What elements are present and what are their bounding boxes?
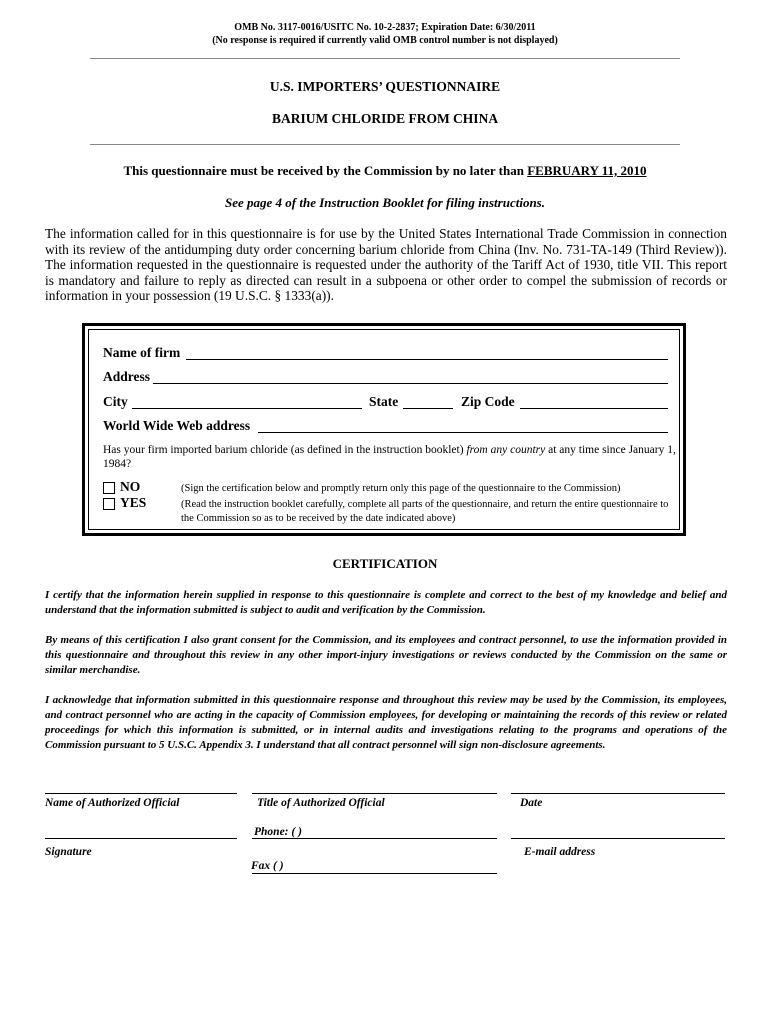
address-label: Address xyxy=(103,369,151,384)
no-option-label: NO xyxy=(120,479,141,494)
fax-label: Fax ( ) xyxy=(251,860,284,872)
firm-name-field[interactable] xyxy=(186,359,668,360)
yes-option-label: YES xyxy=(120,495,147,510)
import-question-post: at any time since January 1, 1984? xyxy=(103,444,676,470)
website-label: World Wide Web address xyxy=(103,418,251,433)
divider-title xyxy=(90,144,680,145)
zip-label: Zip Code xyxy=(461,394,515,409)
divider-top xyxy=(90,58,680,59)
city-label: City xyxy=(103,394,128,409)
date-label: Date xyxy=(520,797,543,809)
certification-title: CERTIFICATION xyxy=(332,556,438,571)
intro-paragraph: The information called for in this questionnaire is for use by the United States International Trade Commission in connection with its review of the antidumping duty order concerning barium chloride from China (Inv. No. 731-TA-149 (Third Review)). The information requested in the questionnaire is requested under the authority of the Tariff Act of 1930, title VII. This report is mandatory and failure to reply as directed can result in a subpoena or other order to compel the submission of records or information in your possession (19 U.S.C. § 1333(a)). xyxy=(45,226,727,304)
import-question-emphasis: from any country xyxy=(466,444,546,456)
yes-checkbox[interactable] xyxy=(103,498,115,510)
official-name-line[interactable] xyxy=(45,793,237,794)
questionnaire-subtitle: BARIUM CHLORIDE FROM CHINA xyxy=(271,111,499,126)
official-name-label: Name of Authorized Official xyxy=(45,797,180,809)
omb-number: OMB No. 3117-0016/USITC No. 10-2-2837; Expiration Date: 6/30/2011 xyxy=(234,22,536,33)
import-question-pre: Has your firm imported barium chloride (as defined in the instruction booklet) xyxy=(103,444,467,456)
no-checkbox[interactable] xyxy=(103,482,115,494)
email-line[interactable] xyxy=(511,838,725,839)
zip-field[interactable] xyxy=(520,408,668,409)
deadline-text: This questionnaire must be received by the Commission by no later than xyxy=(123,163,528,178)
instructions-reference: See page 4 of the Instruction Booklet for filing instructions. xyxy=(225,195,545,210)
firm-name-label: Name of firm xyxy=(103,345,181,360)
no-option-description: (Sign the certification below and promptly return only this page of the questionnaire to the Commission) xyxy=(181,483,621,494)
omb-notice: (No response is required if currently valid OMB control number is not displayed) xyxy=(212,35,558,46)
state-label: State xyxy=(369,394,399,409)
official-title-line[interactable] xyxy=(252,793,497,794)
import-question xyxy=(103,443,677,471)
deadline-notice xyxy=(0,163,770,179)
official-title-label: Title of Authorized Official xyxy=(257,797,385,809)
yes-option-description: (Read the instruction booklet carefully, complete all parts of the questionnaire, and return the entire questionnaire to the Commission so as to be received by the date indicated above) xyxy=(181,499,669,524)
website-field[interactable] xyxy=(258,432,668,433)
email-label: E-mail address xyxy=(524,846,596,858)
questionnaire-title: U.S. IMPORTERS’ QUESTIONNAIRE xyxy=(269,79,501,94)
phone-line[interactable] xyxy=(252,838,497,839)
city-field[interactable] xyxy=(132,408,362,409)
certification-paragraph-3: I acknowledge that information submitted in this questionnaire response and throughout this review may be used by the Commission, its employees, and contract personnel who are acting in the capacity of Commission employees, for developing or maintaining the records of this review or related proceedings for which this information is submitted, or in internal audits and investigations relating to the programs and operations of the Commission pursuant to 5 U.S.C. Appendix 3. I understand that all contract personnel will sign non-disclosure agreements. xyxy=(45,694,727,751)
certification-paragraph-2: By means of this certification I also grant consent for the Commission, and its employees and contract personnel, to use the information provided in this questionnaire and throughout this review in any other import-injury investigations or reviews conducted by the Commission on the same or similar merchandise. xyxy=(45,634,727,676)
signature-line[interactable] xyxy=(45,838,237,839)
fax-line[interactable] xyxy=(252,873,497,874)
state-field[interactable] xyxy=(403,408,453,409)
deadline-date: FEBRUARY 11, 2010 xyxy=(527,163,647,178)
certification-paragraph-1: I certify that the information herein supplied in response to this questionnaire is complete and correct to the best of my knowledge and belief and understand that the information submitted is subject to audit and verification by the Commission. xyxy=(45,589,727,616)
phone-label: Phone: ( ) xyxy=(254,826,302,838)
address-field[interactable] xyxy=(153,383,668,384)
signature-label: Signature xyxy=(45,846,92,858)
date-line[interactable] xyxy=(511,793,725,794)
